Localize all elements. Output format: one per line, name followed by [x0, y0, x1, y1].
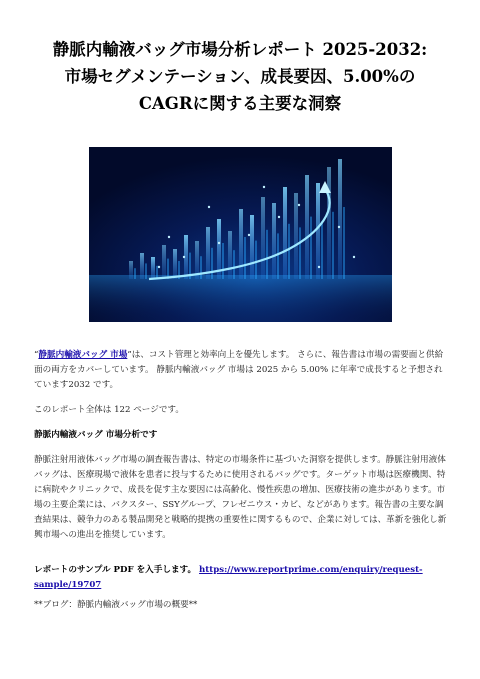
hero-particle: [278, 216, 280, 218]
intro-paragraph: [34, 348, 448, 393]
hero-bar-thin: [310, 217, 312, 279]
hero-bar: [173, 249, 177, 279]
hero-bar: [162, 245, 166, 279]
hero-floor-glow: [89, 275, 392, 322]
hero-bar-thin: [299, 227, 301, 279]
sample-label: レポートのサンプル PDF を入手します。: [34, 565, 197, 575]
hero-bar-thin: [266, 230, 268, 279]
hero-bar: [327, 167, 331, 279]
hero-particle: [208, 206, 210, 208]
hero-particle: [338, 226, 340, 228]
hero-particle: [318, 266, 320, 268]
blog-note: [34, 598, 448, 613]
hero-bar-thin: [277, 233, 279, 279]
hero-bar: [305, 175, 309, 279]
hero-bar: [316, 183, 320, 279]
hero-bar: [294, 193, 298, 279]
analysis-heading-text: 静脈内輸液バッグ 市場分析です: [34, 430, 158, 440]
hero-particle: [353, 256, 355, 258]
hero-particle: [263, 186, 265, 188]
hero-particle: [158, 266, 160, 268]
hero-bar-thin: [255, 241, 257, 279]
pages-note-text: このレポート全体は 122 ページです。: [34, 405, 184, 415]
pages-note: [34, 403, 448, 418]
page-title: [30, 36, 450, 117]
market-link[interactable]: 静脈内輸液バッグ 市場: [38, 350, 128, 360]
hero-particle: [218, 242, 220, 244]
hero-bar: [283, 187, 287, 279]
analysis-heading: [34, 428, 448, 443]
title-line-3: CAGRに関する主要な洞察: [138, 94, 342, 113]
hero-bar-thin: [211, 248, 213, 279]
hero-chart-image: [89, 147, 392, 322]
title-line-1: 静脈内輸液バッグ市場分析レポート 2025-2032:: [52, 40, 428, 59]
analysis-paragraph: [34, 453, 448, 543]
hero-bar-thin: [288, 224, 290, 279]
sample-request: [34, 563, 448, 593]
hero-particle: [183, 256, 185, 258]
hero-bar: [250, 215, 254, 279]
hero-bar-thin: [222, 243, 224, 279]
sample-link[interactable]: https://www.reportprime.com/enquiry/request-sample/19707: [34, 565, 423, 590]
hero-bar-thin: [332, 212, 334, 279]
hero-bar-thin: [321, 221, 323, 279]
hero-bar-thin: [233, 250, 235, 279]
blog-text: **ブログ：静脈内輸液バッグ市場の概要**: [34, 600, 198, 610]
hero-bar: [206, 227, 210, 279]
hero-bar: [272, 203, 276, 279]
hero-particle: [168, 236, 170, 238]
hero-bar: [228, 231, 232, 279]
title-line-2: 市場セグメンテーション、成長要因、5.00%の: [64, 67, 416, 86]
hero-particle: [298, 204, 300, 206]
intro-text: ”は、コスト管理と効率向上を優先します。 さらに、報告書は市場の需要面と供給面の両方をカバーしています。 静脈内輸液バッグ 市場は 2025 から 5.00% に年率で成長すると予想されています2032 です。: [34, 350, 444, 390]
hero-bar-thin: [343, 207, 345, 279]
rising-chart-illustration: [89, 147, 392, 322]
hero-bar: [338, 159, 342, 279]
hero-bar: [239, 209, 243, 279]
hero-particle: [248, 234, 250, 236]
open-quote: “: [34, 350, 39, 360]
hero-bar: [261, 197, 265, 279]
analysis-body-text: 静脈注射用液体バッグ市場の調査報告書は、特定の市場条件に基づいた洞察を提供します。静脈注射用液体バッグは、医療現場で液体を患者に投与するために使用されるバッグです。ターゲット市場は医療機関、特に病院やクリニックで、成長を促す主な要因には高齢化、慢性疾患の増加、医療技術の進歩があります。市場の主要企業には、バクスター、SSYグループ、フレゼニウス・カビ、などがあります。報告書の主要な調査結果は、競争力のある製品開発と戦略的提携の重要性に関するもので、企業に対しては、革新を強化し新興市場への進出を推奨しています。: [34, 455, 447, 540]
hero-bar-thin: [244, 237, 246, 279]
